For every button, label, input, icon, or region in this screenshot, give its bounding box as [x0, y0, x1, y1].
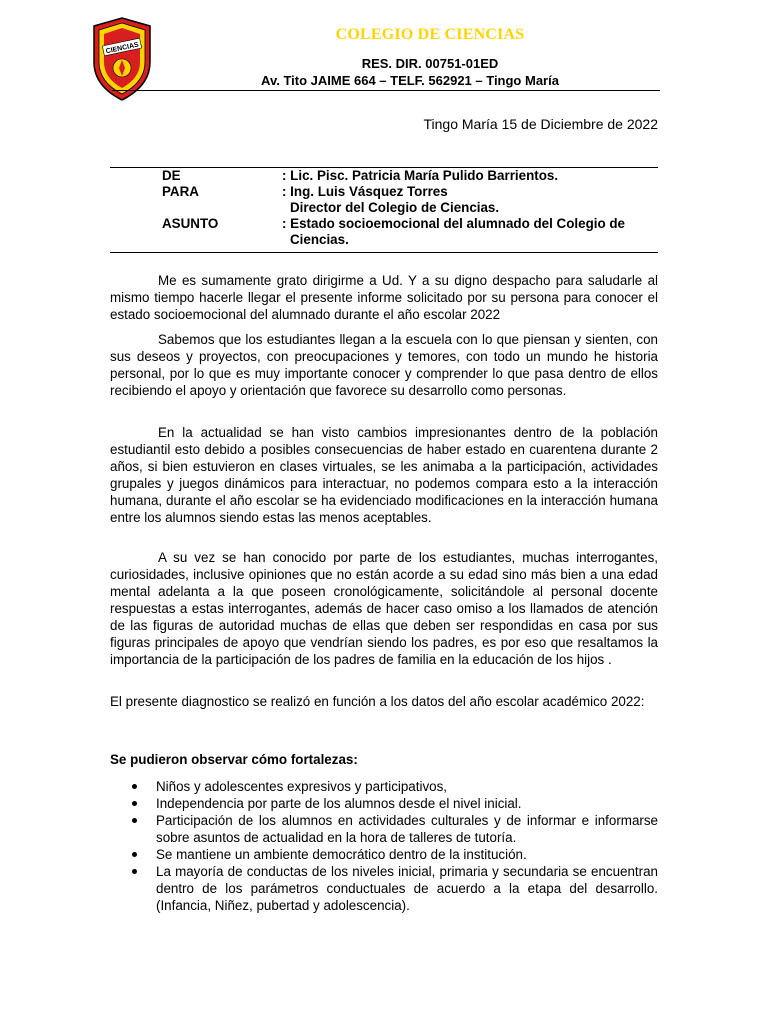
- list-item: Participación de los alumnos en actividades culturales y de informar e informarse sobre asuntos de actualidad en la hora de talleres de tutoría.: [110, 812, 658, 846]
- school-address: Av. Tito JAIME 664 – TELF. 562921 – Tingo María: [261, 73, 559, 88]
- memo-subject-value-line2: Ciencias.: [290, 232, 349, 247]
- resolution-number: RES. DIR. 00751-01ED: [361, 56, 499, 71]
- bullet-icon: [132, 869, 137, 874]
- memo-bottom-divider: [110, 252, 658, 253]
- school-name: COLEGIO DE CIENCIAS: [335, 26, 525, 43]
- header-divider: [112, 90, 660, 91]
- list-item: La mayoría de conductas de los niveles inicial, primaria y secundaria se encuentran dentro de los parámetros conductuales de acuerdo a la etapa del desarrollo. (Infancia, Niñez, pubertad y adolescencia).: [110, 863, 658, 914]
- paragraph-questions: A su vez se han conocido por parte de los estudiantes, muchas interrogantes, curiosidades, inclusive opiniones que no están acorde a su edad sino más bien a una edad mental adelanta a la que poseen cronológicamente, solicitándole al personal docente respuestas a estas interrogantes, además de hacer caso omiso a los llamados de atención de las figuras de autoridad muchas de ellas que deben ser respondidas en casa por sus figuras principales de apoyo que vendrían siendo los padres, es por eso que resaltamos la importancia de la participación de los padres de familia en la educación de los hijos .: [110, 550, 658, 667]
- memo-to-value: : Ing. Luis Vásquez Torres: [282, 184, 448, 199]
- bullet-icon: [132, 818, 137, 823]
- memo-subject-value: : Estado socioemocional del alumnado del Colegio de: [282, 216, 626, 231]
- paragraph-intro: Me es sumamente grato dirigirme a Ud. Y a su digno despacho para saludarle al mismo tiempo hacerle llegar el presente informe solicitado por su persona para conocer el estado socioemocional del alumnado durante el año escolar 2022: [110, 273, 658, 322]
- memo-from-value: : Lic. Pisc. Patricia María Pulido Barrientos.: [282, 168, 559, 183]
- paragraph-diagnostic: El presente diagnostico se realizó en función a los datos del año escolar académico 2022:: [110, 694, 645, 709]
- list-item: Se mantiene un ambiente democrático dentro de la institución.: [110, 846, 658, 863]
- paragraph-changes: En la actualidad se han visto cambios impresionantes dentro de la población estudiantil esto debido a posibles consecuencias de haber estado en cuarentena durante 2 años, si bien estuvieron en clases virtuales, se les animaba a la participación, actividades grupales y juegos dinámicos para interactuar, no podemos compara esto a la interacción humana, durante el año escolar se ha evidenciado modificaciones en la interacción humana entre los alumnos siendo estas las menos aceptables.: [110, 425, 658, 525]
- bullet-icon: [132, 784, 137, 789]
- memo-to-label: PARA: [162, 184, 199, 199]
- paragraph-students: Sabemos que los estudiantes llegan a la escuela con lo que piensan y sienten, con sus deseos y proyectos, con preocupaciones y temores, con todo un mundo he historia personal, por lo que es muy importante conocer y comprender lo que pasa dentro de ellos recibiendo el apoyo y orientación que favorece su desarrollo como personas.: [110, 332, 658, 398]
- strengths-list: [110, 778, 658, 914]
- list-item: Independencia por parte de los alumnos desde el nivel inicial.: [110, 795, 658, 812]
- memo-subject-label: ASUNTO: [162, 216, 219, 231]
- letter-date: Tingo María 15 de Diciembre de 2022: [423, 116, 658, 132]
- svg-text:CIENCIAS: CIENCIAS: [105, 41, 140, 56]
- bullet-icon: [132, 801, 137, 806]
- list-item: Niños y adolescentes expresivos y participativos,: [110, 778, 658, 795]
- bullet-icon: [132, 852, 137, 857]
- memo-to-value-line2: Director del Colegio de Ciencias.: [290, 200, 500, 215]
- strengths-heading: Se pudieron observar cómo fortalezas:: [110, 752, 358, 767]
- memo-from-label: DE: [162, 168, 181, 183]
